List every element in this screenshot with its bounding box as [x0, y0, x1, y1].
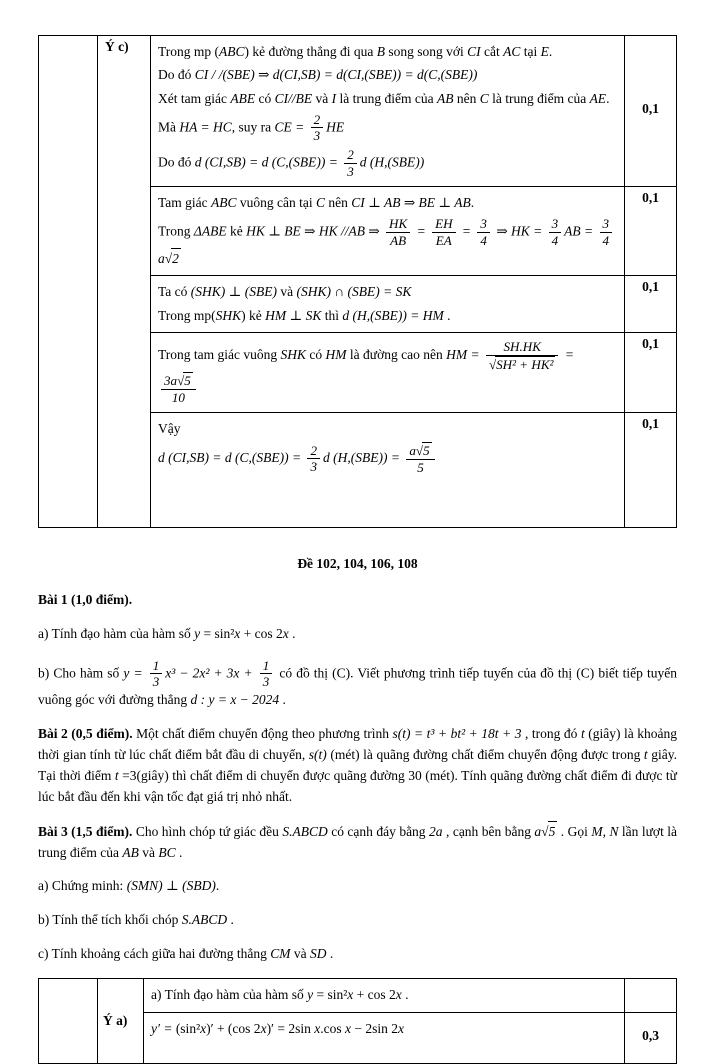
score-cell: 0,1 — [625, 332, 677, 412]
empty-margin-cell — [39, 36, 98, 528]
fraction — [260, 658, 273, 690]
math-text: S.ABCD — [282, 823, 328, 839]
radicand: 5 — [548, 821, 558, 843]
math-text: CE = — [274, 119, 308, 135]
answer-content-cell — [151, 412, 625, 527]
math-text: HE — [326, 119, 345, 135]
fraction-denominator — [344, 164, 357, 180]
math-text: AE — [589, 90, 607, 106]
math-text: 2 — [347, 147, 354, 163]
math-text: I — [331, 90, 337, 106]
fraction-denominator — [161, 390, 196, 406]
math-text: s(t) = t³ + bt² + 18t + 3 — [392, 725, 522, 741]
fraction-numerator — [344, 147, 357, 164]
math-text: 5 — [417, 459, 424, 475]
problem-paragraph — [38, 590, 677, 611]
answer-table-part-a — [38, 978, 677, 1063]
answer-part-label: Ý a) — [98, 979, 144, 1063]
answer-line: Trong mp (ABC) kẻ đường thẳng đi qua B song song với CI cắt AC tại E. — [158, 44, 553, 59]
math-text: t — [580, 725, 585, 741]
bold-label: Bài 2 (0,5 điểm). — [38, 725, 133, 741]
square-root — [177, 372, 193, 389]
fraction-denominator — [432, 233, 455, 249]
math-text: C — [479, 90, 489, 106]
math-text: SH.HK — [503, 338, 541, 354]
math-text: AB — [390, 232, 407, 248]
bold-label: Bài 3 (1,5 điểm). — [38, 823, 133, 839]
fraction-denominator — [477, 233, 490, 249]
math-text: d (CI,SB) = d (C,(SBE)) = — [158, 449, 305, 465]
bold-label: Bài 1 (1,0 điểm). — [38, 591, 133, 607]
fraction-numerator — [549, 216, 562, 233]
radicand: SH² + HK² — [496, 356, 554, 372]
square-root — [541, 821, 557, 843]
fraction-denominator — [549, 233, 562, 249]
math-text: 2 — [313, 111, 321, 127]
math-text: HK ⊥ BE ⇒ HK //AB ⇒ — [246, 223, 384, 239]
math-text: x — [282, 625, 289, 641]
problems-section — [38, 590, 677, 965]
answer-line: Do đó d (CI,SB) = d (C,(SBE)) = $\frac{2}{3}$ d (H,(SBE)) — [158, 147, 425, 179]
fraction-denominator — [600, 233, 613, 249]
math-text: SHK — [215, 307, 242, 323]
fraction — [432, 216, 455, 248]
math-text: y — [194, 625, 201, 641]
math-text: d : y = x − 2024 — [190, 692, 280, 708]
math-text: CI ⊥ AB ⇒ BE ⊥ AB — [351, 194, 471, 210]
answer-row — [39, 979, 677, 1012]
math-text: x — [345, 1020, 352, 1036]
math-text: x — [347, 987, 354, 1003]
math-text: 3 — [313, 128, 321, 144]
math-text: s(t) — [308, 746, 327, 762]
fraction — [311, 112, 324, 144]
math-text: 3 — [347, 163, 354, 179]
math-text: M, N — [591, 823, 619, 839]
fraction-denominator — [386, 233, 410, 249]
math-text: C — [316, 194, 326, 210]
fraction-denominator — [150, 674, 163, 690]
fraction — [486, 339, 559, 372]
math-text: d (H,(SBE)) = HM — [342, 307, 444, 323]
math-text: 1 — [262, 657, 270, 673]
math-text: x — [398, 1020, 405, 1036]
fraction-numerator — [386, 216, 410, 233]
fraction — [344, 147, 357, 179]
score-cell: 0,1 — [625, 36, 677, 187]
math-text: HM — [325, 346, 347, 362]
math-text: HK — [389, 215, 408, 231]
math-text: x — [395, 987, 402, 1003]
square-root — [489, 356, 556, 373]
score-cell: 0,1 — [625, 412, 677, 527]
answer-line: a) Tính đạo hàm của hàm số y = sin²x + cos 2x . — [151, 987, 409, 1003]
answer-line: Xét tam giác ABE có CI//BE và I là trung điểm của AB nên C là trung điểm của AE. — [158, 90, 610, 106]
answer-part-label: Ý c) — [98, 36, 151, 528]
math-text: HM ⊥ SK — [265, 307, 322, 323]
fraction-denominator — [406, 460, 434, 476]
math-text: x³ − 2x² + 3x + — [165, 664, 257, 680]
fraction — [150, 658, 163, 690]
fraction-numerator — [307, 443, 320, 460]
answer-line — [158, 442, 617, 475]
answer-table-part-c — [38, 35, 677, 528]
radicand: 5 — [184, 373, 191, 389]
math-text: 10 — [171, 390, 185, 406]
math-text: 4 — [602, 232, 610, 248]
fraction-numerator — [486, 339, 559, 356]
problem-paragraph: b) Tính thể tích khối chóp S.ABCD . — [38, 912, 234, 928]
radicand: 2 — [171, 248, 181, 269]
fraction — [600, 216, 613, 248]
math-text: 2a — [429, 823, 443, 839]
math-text: x — [200, 1020, 207, 1036]
math-text: CI — [467, 44, 481, 59]
fraction-denominator — [311, 128, 324, 144]
fraction — [477, 216, 490, 248]
fraction-numerator — [311, 112, 324, 129]
radicand: 5 — [423, 443, 430, 459]
math-text: 3 — [480, 215, 487, 231]
math-text: d (H,(SBE)) = — [322, 449, 404, 465]
math-text: a — [534, 823, 542, 839]
math-text: EA — [435, 232, 452, 248]
math-text: 3 — [602, 215, 610, 231]
math-text: x — [260, 1020, 267, 1036]
math-text: (SHK) ⊥ (SBE) — [190, 284, 277, 300]
math-text: y′ = — [151, 1020, 176, 1036]
square-root — [165, 248, 181, 269]
math-text: = — [458, 223, 475, 239]
answer-content-cell — [151, 186, 625, 276]
fraction-denominator — [307, 459, 320, 475]
math-text: 3 — [551, 215, 559, 231]
fraction-numerator — [260, 658, 273, 675]
math-text: CI / /(SBE) ⇒ d(CI,SB) = d(CI,(SBE)) = d(C,(SBE)) — [194, 67, 478, 83]
fraction-numerator — [150, 658, 163, 675]
square-root — [416, 442, 432, 459]
score-cell — [625, 979, 677, 1012]
fraction-numerator — [432, 216, 455, 233]
math-text: SD — [309, 946, 327, 962]
math-text: ABE — [230, 90, 256, 106]
score-cell: 0,1 — [625, 276, 677, 333]
answer-table-part-a-body — [39, 979, 677, 1063]
math-text: 3a — [164, 373, 178, 389]
math-text: AB — [122, 844, 139, 860]
math-text: d (H,(SBE)) — [359, 154, 425, 170]
math-text: BC — [158, 844, 176, 860]
answer-line: Trong ΔABE kẻ HK ⊥ BE ⇒ HK //AB ⇒ $\frac{HK}{AB}$ = $\frac{EH}{EA}$ = $\frac{3}{4}$ ⇒ HK = $\frac{3}{4}$ AB = $\frac{3}{4}$ a√2 — [158, 216, 617, 270]
fraction — [386, 216, 410, 248]
math-text: EH — [435, 215, 453, 231]
problem-paragraph: b) Cho hàm số y = $\frac{1}{3}$ x³ − 2x² + 3x + $\frac{1}{3}$ có đồ thị (C). Viết phương trình tiếp tuyến của đồ thị (C) biết tiếp tuyến vuông góc với đường thẳng d : y = x − 2024 . — [38, 657, 678, 708]
answer-table-part-c-body — [39, 36, 677, 528]
answer-content-cell — [151, 332, 625, 412]
fraction — [161, 372, 196, 405]
radical-sign: √ — [164, 251, 173, 267]
math-text: t — [643, 746, 648, 762]
empty-margin-cell — [39, 979, 98, 1063]
radical-sign: √ — [541, 823, 549, 839]
math-text: x — [234, 625, 241, 641]
answer-line: y′ = (sin²x)′ + (cos 2x)′ = 2sin x.cos x − 2sin 2x — [151, 1020, 405, 1036]
math-text: AB = — [564, 223, 597, 239]
math-text: ΔABE — [193, 223, 227, 239]
math-text: S.ABCD — [181, 912, 228, 928]
math-text: ABC — [219, 44, 245, 59]
math-text: a — [409, 443, 416, 459]
exam-codes-heading: Đề 102, 104, 106, 108 — [297, 555, 418, 571]
math-text: CI//BE — [274, 90, 313, 106]
answer-content-cell — [151, 276, 625, 333]
math-text: = — [561, 346, 574, 362]
math-text: 2 — [310, 442, 317, 458]
math-text: ABC — [211, 194, 237, 210]
math-text: d (CI,SB) = d (C,(SBE)) = — [194, 154, 342, 170]
math-text: 4 — [480, 232, 487, 248]
answer-content-cell — [144, 979, 625, 1012]
fraction — [406, 442, 434, 475]
radical-sign: √ — [177, 373, 185, 389]
math-text: 3 — [310, 459, 317, 475]
math-text: AC — [503, 44, 521, 59]
answer-line: Trong mp(SHK) kẻ HM ⊥ SK thì d (H,(SBE)) = HM . — [158, 307, 451, 323]
answer-line: Vậy — [158, 420, 181, 436]
math-text: 4 — [551, 232, 559, 248]
answer-content-cell — [151, 36, 625, 187]
fraction-numerator — [600, 216, 613, 233]
fraction-numerator — [477, 216, 490, 233]
answer-line: Mà HA = HC, suy ra CE = $\frac{2}{3}$ HE — [158, 111, 345, 144]
fraction — [307, 443, 320, 475]
math-text: 3 — [262, 674, 270, 690]
math-text: t — [114, 767, 119, 783]
math-text: 3 — [152, 674, 160, 690]
math-text: y = — [123, 664, 147, 680]
problem-paragraph: a) Tính đạo hàm của hàm số y = sin²x + cos 2x . — [38, 625, 296, 641]
answer-line: Tam giác ABC vuông cân tại C nên CI ⊥ AB ⇒ BE ⊥ AB. — [158, 194, 475, 210]
math-text: = — [413, 223, 430, 239]
answer-line: Trong tam giác vuông SHK có HM là đường cao nên HM = $\frac{SH.HK}{\text{√SH² + HK²}}$ = $\frac{3a√5}{10}$ — [158, 338, 574, 406]
answer-line: Do đó CI / /(SBE) ⇒ d(CI,SB) = d(CI,(SBE)) = d(C,(SBE)) — [158, 67, 478, 83]
math-text: AB — [436, 90, 454, 106]
problem-paragraph: Bài 2 (0,5 điểm). Một chất điểm chuyển động theo phương trình s(t) = t³ + bt² + 18t + 3 , trong đó t (giây) là khoảng thời gian tính từ lúc chất điểm bắt đầu di chuyển, s(t) (mét) là quãng đường chất điểm chuyển động được trong t giây. Tại thời điểm t =3(giây) thì chất điểm di chuyển được quãng đường 30 (mét). Tính quãng đường chất điểm đi được từ lúc bắt đầu đến khi vận tốc đạt giá trị nhỏ nhất. — [38, 725, 678, 804]
radical-sign: √ — [415, 443, 424, 459]
math-text: SHK — [280, 346, 307, 362]
problem-paragraph: c) Tính khoảng cách giữa hai đường thẳng CM và SD . — [38, 946, 334, 962]
fraction-denominator — [486, 356, 559, 373]
math-text: CM — [270, 946, 291, 962]
answer-row — [39, 36, 677, 187]
problem-paragraph: a) Chứng minh: (SMN) ⊥ (SBD). — [38, 878, 220, 894]
fraction-denominator — [260, 674, 273, 690]
math-text: E — [540, 44, 549, 59]
math-text: 1 — [152, 657, 160, 673]
math-text: (SHK) ∩ (SBE) = SK — [296, 284, 412, 300]
score-cell: 0,3 — [625, 1012, 677, 1063]
math-text: ⇒ HK = — [492, 223, 546, 239]
radical-sign: √ — [488, 356, 497, 372]
problem-paragraph: Bài 3 (1,5 điểm). Cho hình chóp tứ giác đều S.ABCD có cạnh đáy bằng 2a , cạnh bên bằng a√5 . Gọi M, N lần lượt là trung điểm của AB và BC . — [38, 821, 677, 864]
fraction-numerator — [406, 442, 434, 460]
math-text: a — [158, 251, 165, 267]
math-text: x — [314, 1020, 321, 1036]
answer-line: Ta có (SHK) ⊥ (SBE) và (SHK) ∩ (SBE) = SK — [158, 284, 412, 300]
fraction-numerator — [161, 372, 196, 390]
fraction — [549, 216, 562, 248]
answer-content-cell — [144, 1012, 625, 1063]
math-text: B — [376, 44, 385, 59]
score-cell: 0,1 — [625, 186, 677, 276]
math-text: (SMN) ⊥ (SBD) — [126, 878, 216, 894]
math-text: HA = HC — [179, 119, 232, 135]
math-text: HM = — [446, 346, 483, 362]
math-text: y — [307, 987, 314, 1003]
